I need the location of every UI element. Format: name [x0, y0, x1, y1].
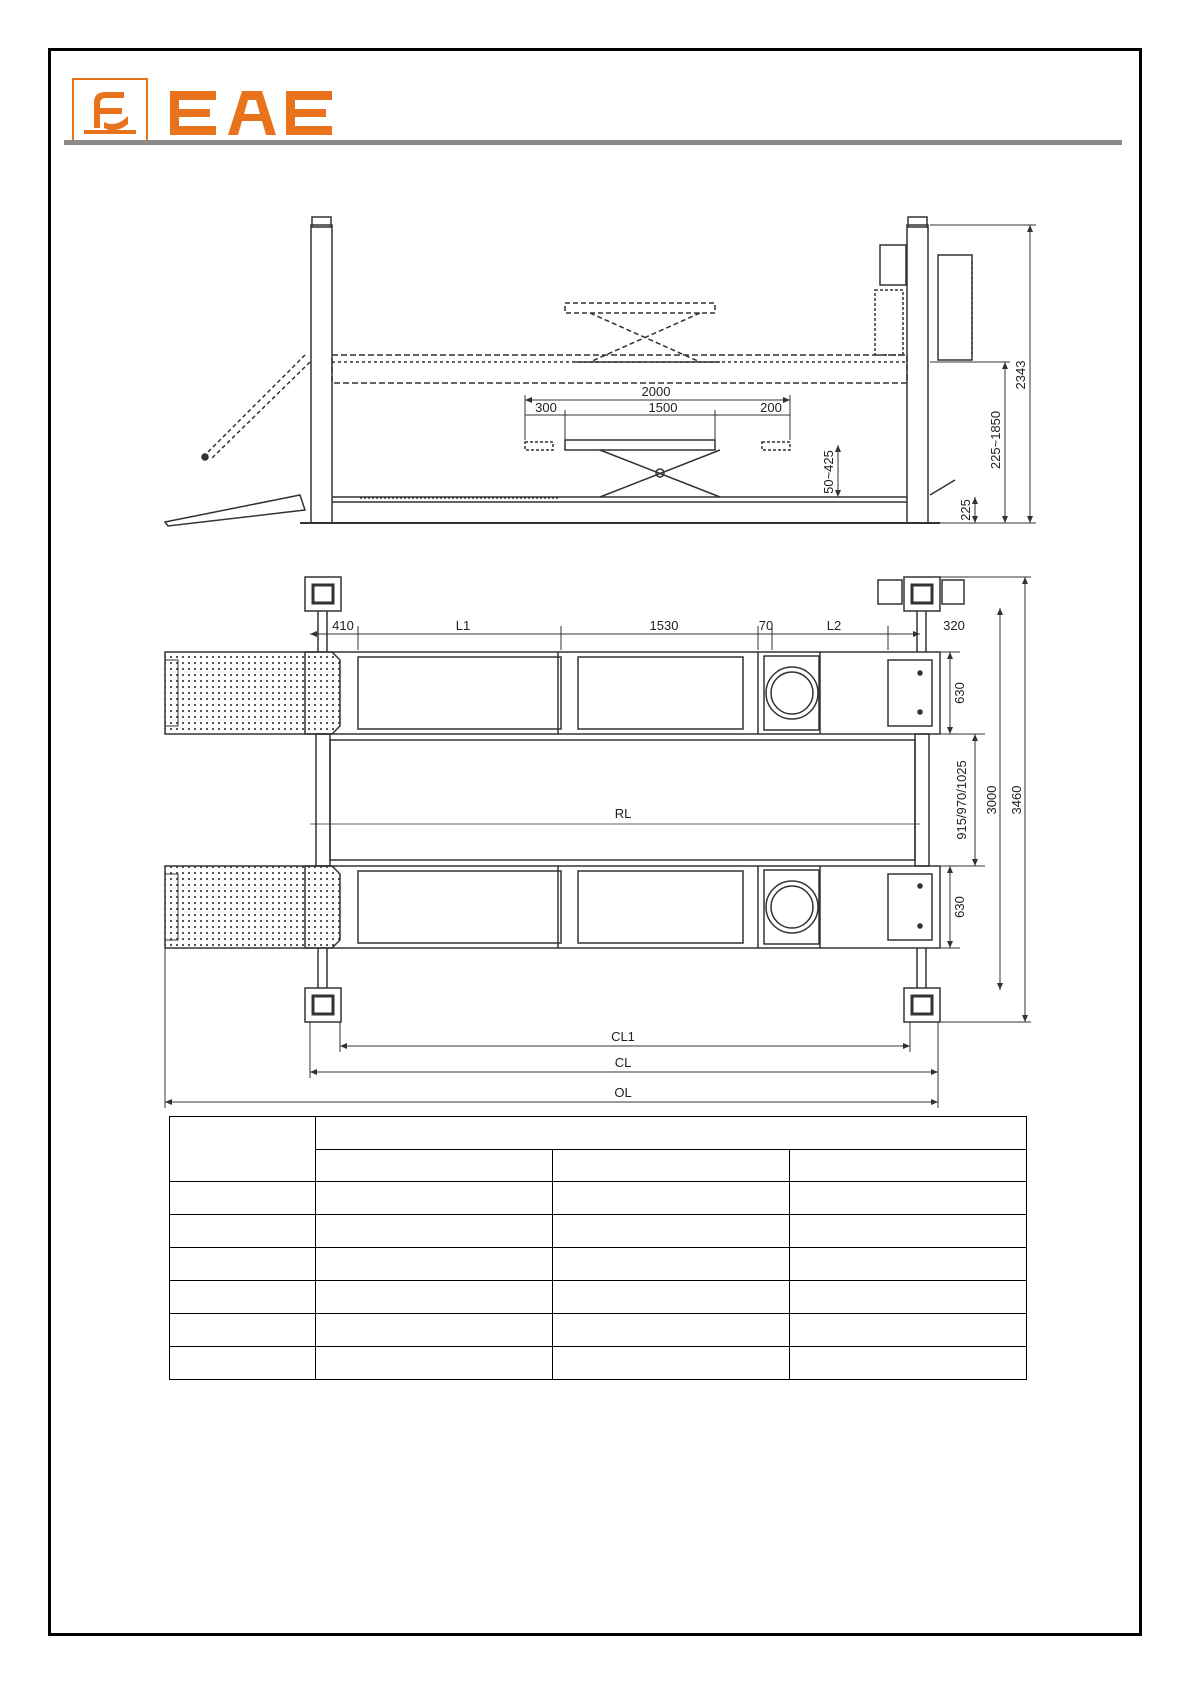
dim-CL1: CL1 [611, 1029, 635, 1044]
dim-200: 200 [760, 400, 782, 415]
top-view [165, 577, 1031, 1108]
dim-915-970-1025: 915/970/1025 [954, 760, 969, 840]
top-center-bay [330, 740, 915, 860]
table-subheader-1 [316, 1150, 553, 1182]
dim-70: 70 [758, 618, 774, 633]
table-row [170, 1347, 1027, 1380]
dim-CL: CL [614, 1055, 632, 1070]
ramp-lower [165, 866, 340, 948]
top-runway-lower [305, 866, 940, 948]
table-row [170, 1248, 1027, 1281]
side-jack-lowered [565, 440, 715, 450]
dim-630-upper: 630 [952, 682, 967, 704]
dim-50-425: 50~425 [821, 450, 836, 494]
turntable-lower [766, 881, 818, 933]
side-ramp-lowered [165, 495, 305, 526]
dim-320: 320 [943, 618, 965, 633]
side-right-post [907, 225, 928, 523]
side-motor [880, 245, 906, 285]
table-row [170, 1281, 1027, 1314]
table-row [170, 1215, 1027, 1248]
dim-RL: RL [614, 806, 632, 821]
dim-3460: 3460 [1009, 785, 1024, 815]
ramp-upper [165, 652, 340, 734]
table-subheader-2 [553, 1150, 790, 1182]
side-jack-raised [565, 303, 715, 313]
dim-1500: 1500 [648, 400, 678, 415]
dim-1530: 1530 [649, 618, 679, 633]
dim-2000: 2000 [641, 384, 671, 399]
top-runway-upper [305, 652, 940, 734]
side-view [165, 217, 1036, 526]
side-left-post [311, 225, 332, 523]
side-ramp-raised [205, 355, 310, 460]
table-header-cell [170, 1117, 316, 1182]
dim-410: 410 [332, 618, 354, 633]
table-subheader-3 [790, 1150, 1027, 1182]
side-runway-raised [332, 355, 907, 383]
top-post-bl [305, 988, 341, 1022]
spec-table [169, 1116, 1027, 1380]
dim-300: 300 [535, 400, 557, 415]
dim-225-1850: 225~1850 [988, 410, 1003, 470]
side-power-unit [938, 255, 972, 360]
dim-225: 225 [958, 499, 973, 521]
dim-3000: 3000 [984, 785, 999, 815]
top-post-tr [904, 577, 940, 611]
top-post-br [904, 988, 940, 1022]
dim-L1: L1 [455, 618, 471, 633]
top-post-tl [305, 577, 341, 611]
table-row [170, 1182, 1027, 1215]
table-group-header [316, 1117, 1027, 1150]
table-row [170, 1314, 1027, 1347]
dim-630-lower: 630 [952, 896, 967, 918]
dim-2343: 2343 [1013, 360, 1028, 390]
dim-L2: L2 [826, 618, 842, 633]
dim-OL: OL [614, 1085, 632, 1100]
turntable-upper [766, 667, 818, 719]
